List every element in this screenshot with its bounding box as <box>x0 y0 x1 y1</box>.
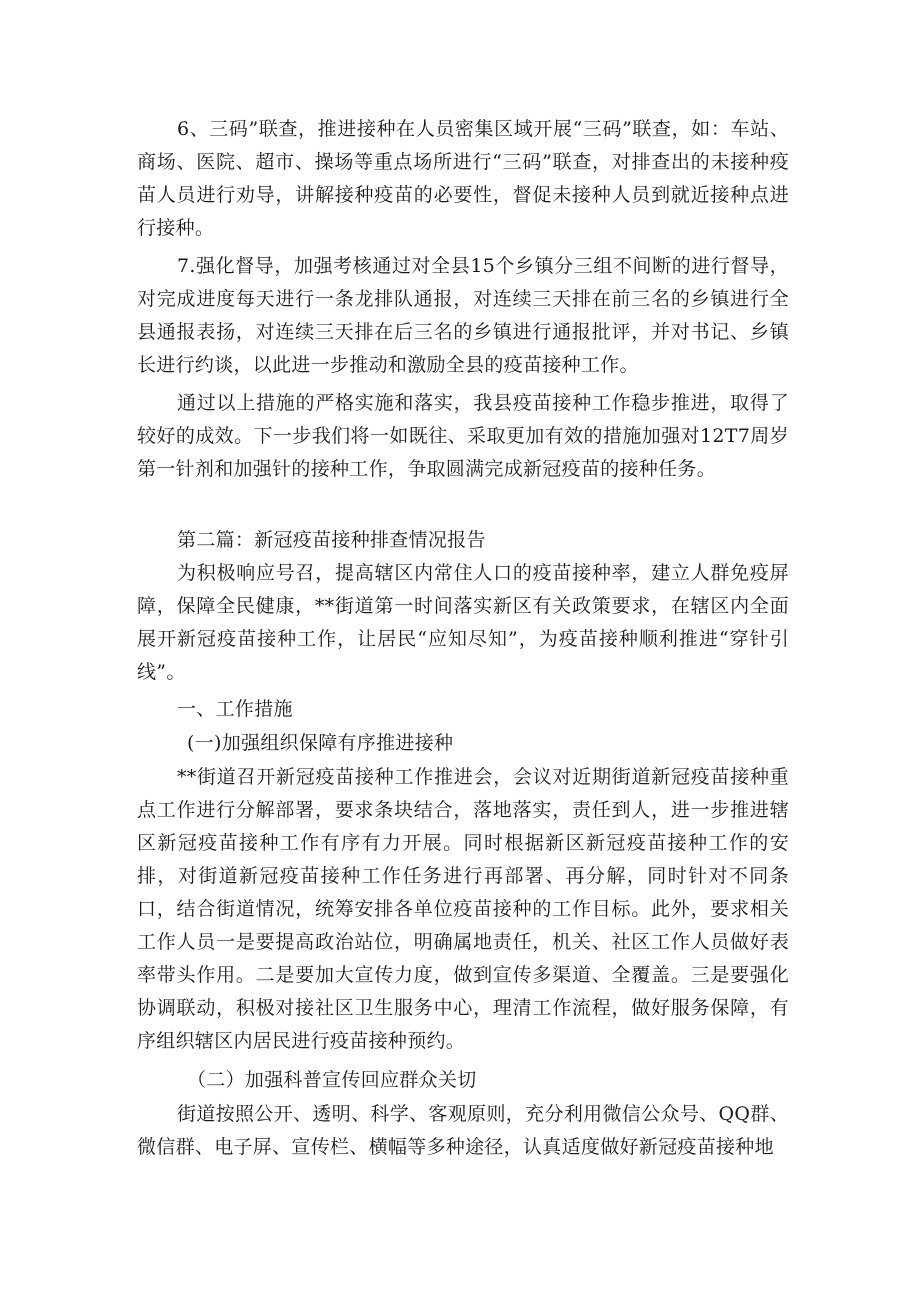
part-two-title: 第二篇：新冠疫苗接种排查情况报告 <box>177 529 486 551</box>
subsection-body-publicity: 街道按照公开、透明、科学、客观原则，充分利用微信公众号、QQ群、微信群、电子屏、宣传栏、横幅等多种途径，认真适度做好新冠疫苗接种地 <box>137 1103 789 1158</box>
subsection-heading-publicity: （二）加强科普宣传回应群众关切 <box>187 1069 477 1091</box>
part-two-intro: 为积极响应号召，提高辖区内常住人口的疫苗接种率，建立人群免疫屏障，保障全民健康，**街道第一时间落实新区有关政策要求，在辖区内全面展开新冠疫苗接种工作，让居民“应知尽知”，为疫苗接种顺利推进“穿针引线”。 <box>137 562 789 683</box>
section-heading-measures: 一、工作措施 <box>177 698 293 720</box>
paragraph-item-6: 6、三码”联查，推进接种在人员密集区域开展“三码”联查，如：车站、商场、医院、超市、操场等重点场所进行“三码”联查，对排查出的未接种疫苗人员进行劝导，讲解接种疫苗的必要性，督促未接种人员到就近接种点进行接种。 <box>137 118 789 239</box>
subsection-heading-organization: (一)加强组织保障有序推进接种 <box>187 732 454 754</box>
paragraph-conclusion: 通过以上措施的严格实施和落实，我县疫苗接种工作稳步推进，取得了较好的成效。下一步我们将一如既往、采取更加有效的措施加强对12T7周岁第一针剂和加强针的接种工作，争取圆满完成新冠疫苗的接种任务。 <box>137 392 789 480</box>
subsection-body-organization: **街道召开新冠疫苗接种工作推进会，会议对近期街道新冠疫苗接种重点工作进行分解部署，要求条块结合，落地落实，责任到人，进一步推进辖区新冠疫苗接种工作有序有力开展。同时根据新区新冠疫苗接种工作的安排，对街道新冠疫苗接种工作任务进行再部署、再分解，同时针对不同条口，结合街道情况，统筹安排各单位疫苗接种的工作目标。此外，要求相关工作人员一是要提高政治站位，明确属地责任，机关、社区工作人员做好表率带头作用。二是要加大宣传力度，做到宣传多渠道、全覆盖。三是要强化协调联动，积极对接社区卫生服务中心，理清工作流程，做好服务保障，有序组织辖区内居民进行疫苗接种预约。 <box>137 766 789 1052</box>
paragraph-item-7: 7.强化督导，加强考核通过对全县15个乡镇分三组不间断的进行督导，对完成进度每天进行一条龙排队通报，对连续三天排在前三名的乡镇进行全县通报表扬，对连续三天排在后三名的乡镇进行通报批评，并对书记、乡镇长进行约谈，以此进一步推动和激励全县的疫苗接种工作。 <box>137 255 789 376</box>
